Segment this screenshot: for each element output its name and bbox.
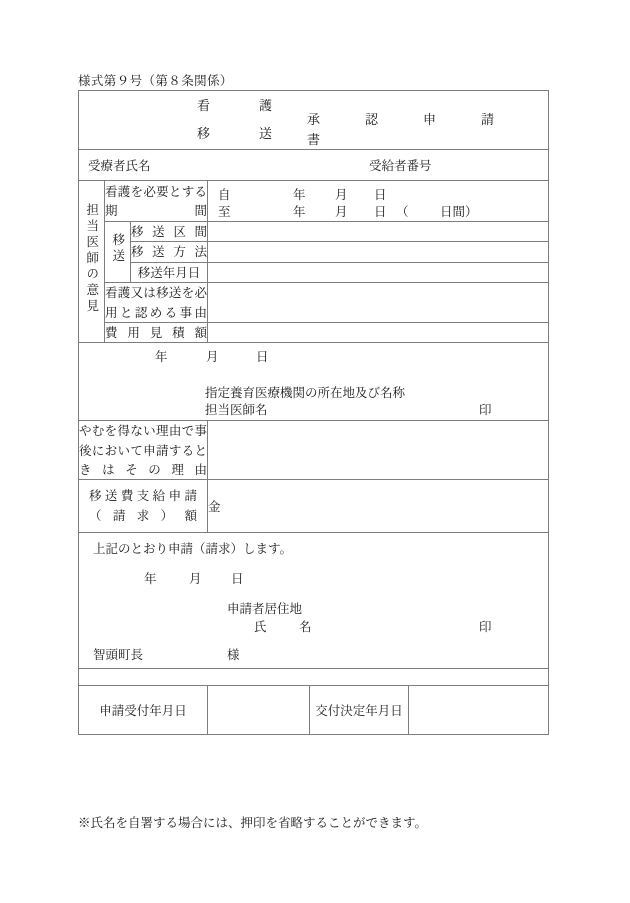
declaration-cell [79,533,549,669]
application-form-table [78,90,549,735]
applicant-address-label: 申請者居住地 [227,601,303,617]
applicant-name-label: 氏 名 [254,619,322,635]
late-reason-value[interactable] [208,421,549,480]
doctor-opinion-label: 担当医師の意見 [79,181,105,343]
declaration-day: 日 [231,571,244,587]
addressee-honorific: 様 [227,647,240,663]
period-to-month: 月 [335,204,348,219]
title-row [79,91,549,150]
receipt-row [79,686,549,735]
spacer-cell [79,669,549,686]
doctor-sign-day: 日 [256,349,269,365]
declaration-heading: 上記のとおり申請（請求）します。 [93,541,293,557]
transport-claim-row [79,480,549,533]
doctor-sign-month: 月 [206,349,219,365]
period-value-cell [208,181,549,222]
doctor-signature-row [79,343,549,421]
transport-date-label: 移送年月日 [131,262,208,282]
title-kango: 看 護 [197,99,291,114]
recipient-cell [79,150,549,181]
title-isou: 移 送 [197,127,291,142]
declaration-year: 年 [144,571,157,587]
transport-date-value[interactable] [208,262,549,282]
necessity-reason-row [79,283,549,323]
transport-group-label: 移送 [105,222,131,283]
decision-date-label: 交付決定年月日 [310,686,409,735]
period-from-year: 年 [293,187,306,202]
footnote: ※氏名を自署する場合には、押印を省略することができます。 [78,815,428,830]
transport-segment-label: 移送区間 [131,222,208,242]
period-row [79,181,549,222]
recipient-number-label: 受給者番号 [369,158,432,173]
declaration-month: 月 [189,571,202,587]
period-from-day: 日 [374,187,387,202]
late-reason-label: やむを得ない理由で事後において申請するときはその理由 [79,421,208,480]
form-number: 様式第９号（第８条関係） [78,73,233,88]
application-date-label: 申請受付年月日 [79,686,208,735]
doctor-signature-cell [79,343,549,421]
declaration-row [79,533,549,669]
recipient-row [79,150,549,181]
doctor-sign-year: 年 [155,349,168,365]
transport-claim-label [79,480,208,533]
doctor-seal-mark: 印 [479,402,492,418]
title-main: 承 認 申 請 書 [307,113,540,149]
transport-section-row [79,222,549,242]
transport-method-value[interactable] [208,242,549,262]
application-date-value[interactable] [208,686,310,735]
transport-segment-value[interactable] [208,222,549,242]
transport-claim-label-line2: （請求）額 [89,508,197,524]
decision-date-value[interactable] [409,686,549,735]
period-to-day: 日 [374,204,387,219]
cost-estimate-row [79,322,549,342]
period-to-year: 年 [293,204,306,219]
transport-method-row [79,242,549,262]
transport-method-label: 移送方法 [131,242,208,262]
transport-claim-label-line1: 移送費支給申請 [89,488,197,504]
institution-label: 指定養育医療機関の所在地及び名称 [205,385,406,401]
period-days-total: 日間） [440,204,478,219]
doctor-name-label: 担当医師名 [205,402,268,418]
necessity-reason-label: 看護又は移送を必用と認める事由 [105,283,208,323]
cost-estimate-label: 費用見積額 [105,322,208,342]
title-cell [79,91,549,150]
period-from-month: 月 [335,187,348,202]
late-reason-row [79,421,549,480]
period-to-mark: 至 [218,204,231,219]
addressee-label: 智頭町長 [93,647,144,663]
transport-claim-value-cell[interactable] [208,480,549,533]
spacer-row [79,669,549,686]
period-from-mark: 自 [218,187,231,202]
cost-estimate-value[interactable] [208,322,549,342]
currency-mark: 金 [208,498,221,514]
period-label: 看護を必要とする期間 [105,181,208,222]
transport-date-row [79,262,549,282]
applicant-seal-mark: 印 [479,619,492,635]
patient-name-label: 受療者氏名 [88,158,151,173]
necessity-reason-value[interactable] [208,283,549,323]
period-paren-open: （ [396,204,409,219]
